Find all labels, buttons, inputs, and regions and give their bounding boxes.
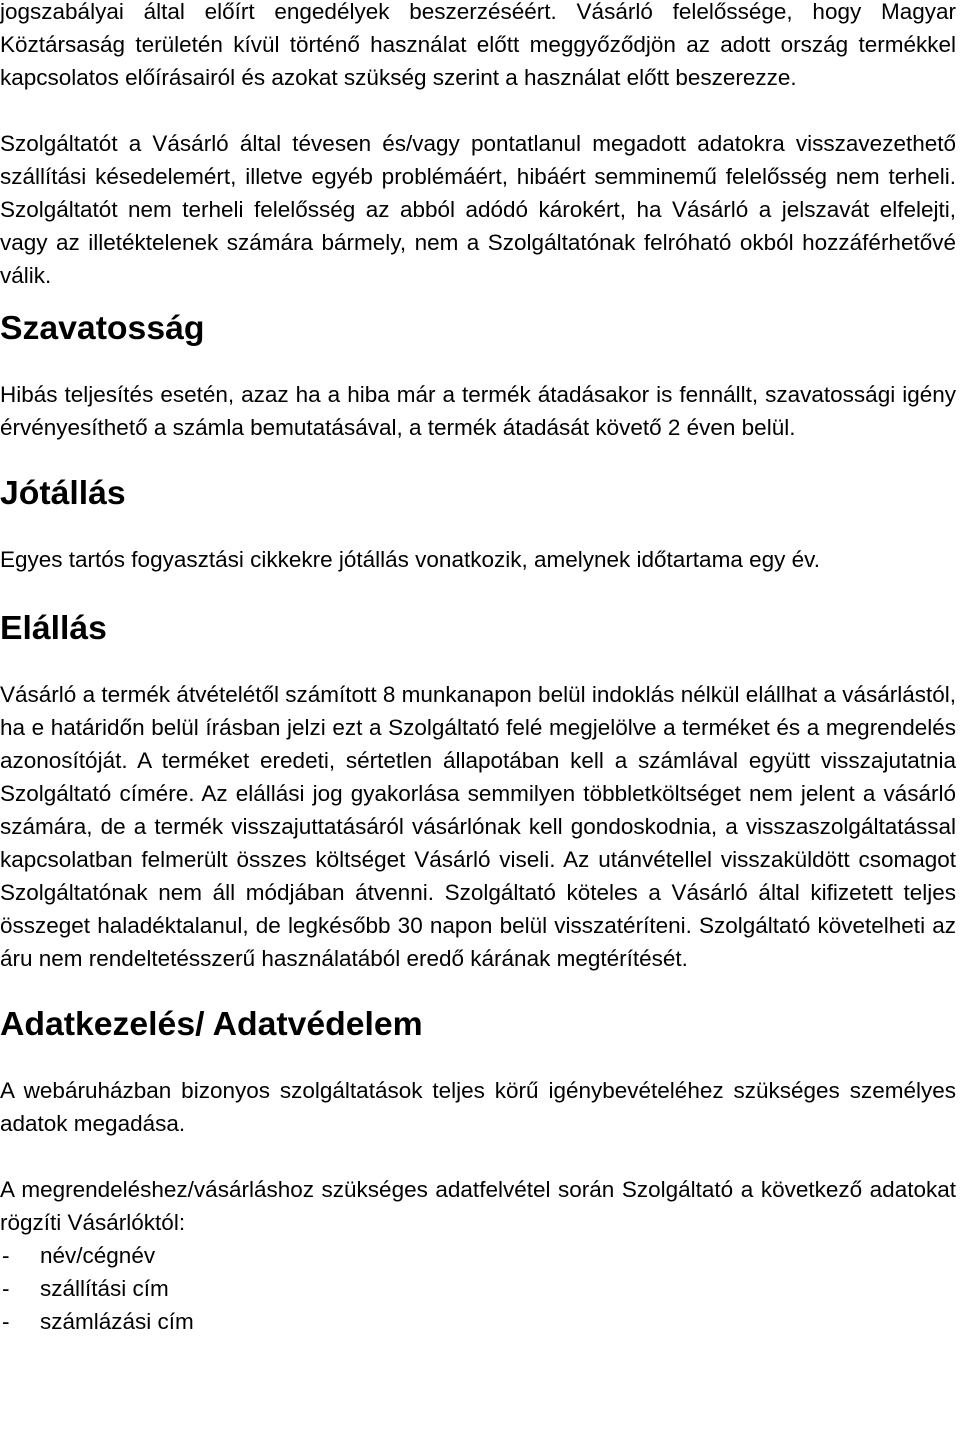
section-paragraph-jotallas: Egyes tartós fogyasztási cikkekre jótállás vonatkozik, amelynek időtartama egy év. — [0, 547, 820, 572]
section-heading-jotallas: Jótállás — [0, 474, 126, 512]
list-bullet: - — [2, 1243, 10, 1268]
list-item — [0, 1239, 956, 1272]
list-item-text: név/cégnév — [40, 1243, 156, 1268]
section-heading-elallas: Elállás — [0, 609, 107, 647]
section-paragraph-elallas: Vásárló a termék átvételétől számított 8 munkanapon belül indoklás nélkül elállhat a vásárlástól, ha e határidőn belül írásban jelzi ezt a Szolgáltató felé megjelölve a terméket és a megrendelés azonosítóját. A terméket eredeti, sértetlen állapotában kell a számlával együtt visszajutatnia Szolgáltató címére. Az elállási jog gyakorlása semmilyen többletköltséget nem jelent a vásárló számára, de a termék visszajuttatásáról vásárlónak kell gondoskodnia, a visszaszolgáltatással kapcsolatban felmerült összes költséget Vásárló viseli. Az utánvétellel visszaküldött csomagot Szolgáltatónak nem áll módjában átvenni. Szolgáltató köteles a Vásárló által kifizetett teljes összeget haladéktalanul, de legkésőbb 30 napon belül visszatéríteni. Szolgáltató követelheti az áru nem rendeltetésszerű használatából eredő kárának megtérítését. — [0, 682, 956, 971]
personal-data-list — [0, 1239, 956, 1338]
list-bullet: - — [2, 1276, 10, 1301]
intro-paragraph: jogszabályai által előírt engedélyek beszerzéséért. Vásárló felelőssége, hogy Magyar Köztársaság területén kívül történő használat előtt meggyőződjön az adott ország termékkel kapcsolatos előírásairól és azokat szükség szerint a használat előtt beszerezze. — [0, 0, 956, 90]
section-heading-szavatossag: Szavatosság — [0, 309, 205, 347]
list-item — [0, 1272, 956, 1305]
section-paragraph-adatkezeles-1: A webáruházban bizonyos szolgáltatások teljes körű igénybevételéhez szükséges személyes adatok megadása. — [0, 1078, 956, 1136]
list-bullet: - — [2, 1309, 10, 1334]
list-item-text: számlázási cím — [40, 1309, 194, 1334]
list-item — [0, 1305, 956, 1338]
section-paragraph-szavatossag: Hibás teljesítés esetén, azaz ha a hiba már a termék átadásakor is fennállt, szavatossági igény érvényesíthető a számla bemutatásával, a termék átadását követő 2 éven belül. — [0, 382, 956, 440]
liability-paragraph: Szolgáltatót a Vásárló által tévesen és/vagy pontatlanul megadott adatokra visszavezethető szállítási késedelemért, illetve egyéb problémáért, hibáért semminemű felelősség nem terheli. Szolgáltatót nem terheli felelősség az abból adódó károkért, ha Vásárló a jelszavát elfelejti, vagy az illetéktelenek számára bármely, nem a Szolgáltatónak felróható okból hozzáférhetővé válik. — [0, 131, 956, 288]
section-paragraph-adatkezeles-2: A megrendeléshez/vásárláshoz szükséges adatfelvétel során Szolgáltató a következő adatokat rögzíti Vásárlóktól: — [0, 1177, 956, 1235]
section-heading-adatkezeles: Adatkezelés/ Adatvédelem — [0, 1005, 423, 1043]
list-item-text: szállítási cím — [40, 1276, 169, 1301]
